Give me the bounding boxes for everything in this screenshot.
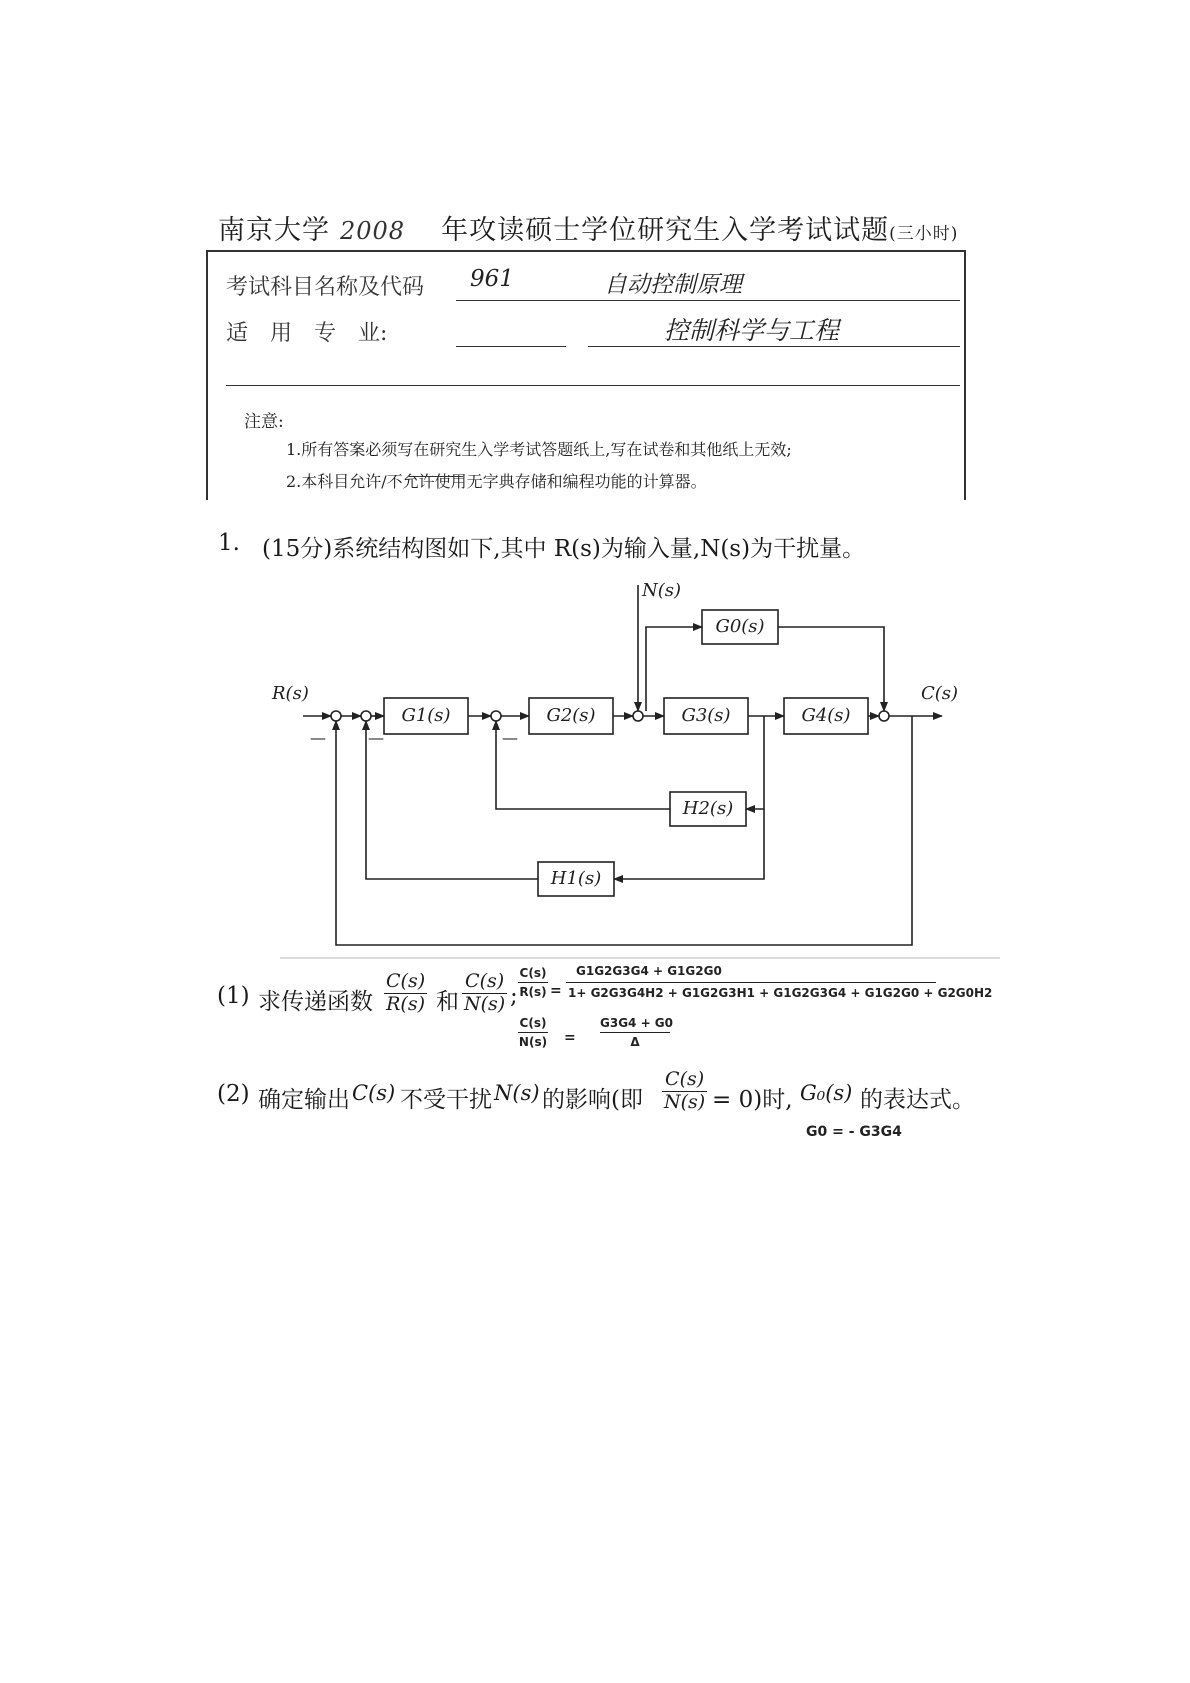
ans2-lhs-num: C(s): [519, 1016, 547, 1030]
part-1-label: (1): [217, 983, 250, 1009]
sum-junction-2: [361, 711, 371, 721]
ans2-bar: [600, 1032, 670, 1033]
part-2-ns: N(s): [494, 1081, 540, 1105]
ans1-lhs-num: C(s): [519, 966, 547, 980]
subject-code: 961: [470, 266, 514, 292]
part-2-text-d: = 0)时,: [712, 1087, 793, 1113]
sum-junction-1: [331, 711, 341, 721]
part-2-text-b: 不受干扰: [400, 1087, 492, 1113]
note-item-1: 1.所有答案必须写在研究生入学考试答题纸上,写在试卷和其他纸上无效;: [286, 440, 792, 459]
minus-sign-2: —: [368, 728, 384, 747]
part-2-text-c: 的影响(即: [542, 1087, 643, 1113]
exam-title-text: 年攻读硕士学位研究生入学考试试题: [441, 215, 890, 246]
label-disturbance: N(s): [642, 580, 682, 601]
part-2-cs: C(s): [352, 1081, 396, 1105]
part-2-answer: G0 = - G3G4: [806, 1124, 902, 1140]
part-2-text-e: 的表达式。: [860, 1087, 975, 1113]
part2-frac-den: N(s): [664, 1090, 706, 1113]
ans1-lhs-bar: [518, 982, 548, 983]
label-g4: G4(s): [801, 705, 851, 726]
part-2-frac: [660, 1069, 709, 1114]
frac1-den: R(s): [386, 992, 425, 1015]
label-h1: H1(s): [550, 868, 602, 889]
question-1-text: (15分)系统结构图如下,其中 R(s)为输入量,N(s)为干扰量。: [262, 536, 866, 562]
sum-junction-5: [879, 711, 889, 721]
part-1-sep: ;: [510, 983, 518, 1009]
question-1-number: 1.: [218, 530, 240, 556]
part-1-text-a: 求传递函数: [258, 989, 373, 1015]
label-h2: H2(s): [682, 798, 734, 819]
part-2-text-a: 确定输出: [258, 1087, 350, 1113]
sum-junction-4: [633, 711, 643, 721]
ans1-bar: [566, 982, 936, 983]
major-label: 适 用 专 业:: [226, 321, 388, 346]
subject-name: 自动控制原理: [604, 272, 742, 298]
exam-duration: (三小时): [889, 224, 959, 244]
frac1-num: C(s): [386, 970, 426, 992]
label-g1: G1(s): [401, 705, 451, 726]
ans2-lhs-den: N(s): [518, 1035, 548, 1049]
note-item-2: 2.本科目允许/不允许使用无字典存储和编程功能的计算器。: [286, 472, 707, 491]
sum-junction-3: [491, 711, 501, 721]
major-name: 控制科学与工程: [664, 316, 840, 345]
label-output: C(s): [921, 683, 959, 704]
part-1-frac-1: [382, 971, 429, 1016]
ans2-den: Δ: [630, 1035, 640, 1049]
exam-year: 2008: [340, 217, 406, 245]
ans2-num: G3G4 + G0: [600, 1016, 674, 1030]
part-2-g0: G₀(s): [800, 1081, 853, 1105]
part-1-frac-2: [460, 971, 509, 1016]
subject-label: 考试科目名称及代码: [226, 275, 425, 300]
minus-sign-3: —: [502, 728, 518, 747]
part-2-label: (2): [217, 1081, 250, 1107]
ans1-num: G1G2G3G4 + G1G2G0: [576, 964, 722, 978]
minus-sign-1: —: [310, 728, 326, 747]
notes-heading: 注意:: [244, 412, 284, 432]
label-g2: G2(s): [546, 705, 596, 726]
ans1-lhs-den: R(s): [519, 985, 547, 999]
label-input: R(s): [272, 683, 309, 704]
label-g3: G3(s): [681, 705, 731, 726]
part-1-text-b: 和: [436, 989, 459, 1015]
frac2-num: C(s): [462, 971, 507, 994]
university-name: 南京大学: [218, 215, 330, 246]
ans1-den: 1+ G2G3G4H2 + G1G2G3H1 + G1G2G3G4 + G1G2G0 + G2G0H2: [568, 986, 993, 1000]
ans2-lhs-bar: [518, 1032, 548, 1033]
label-g0: G0(s): [715, 616, 765, 637]
part2-frac-num: C(s): [662, 1069, 707, 1092]
frac2-den: N(s): [464, 992, 506, 1015]
